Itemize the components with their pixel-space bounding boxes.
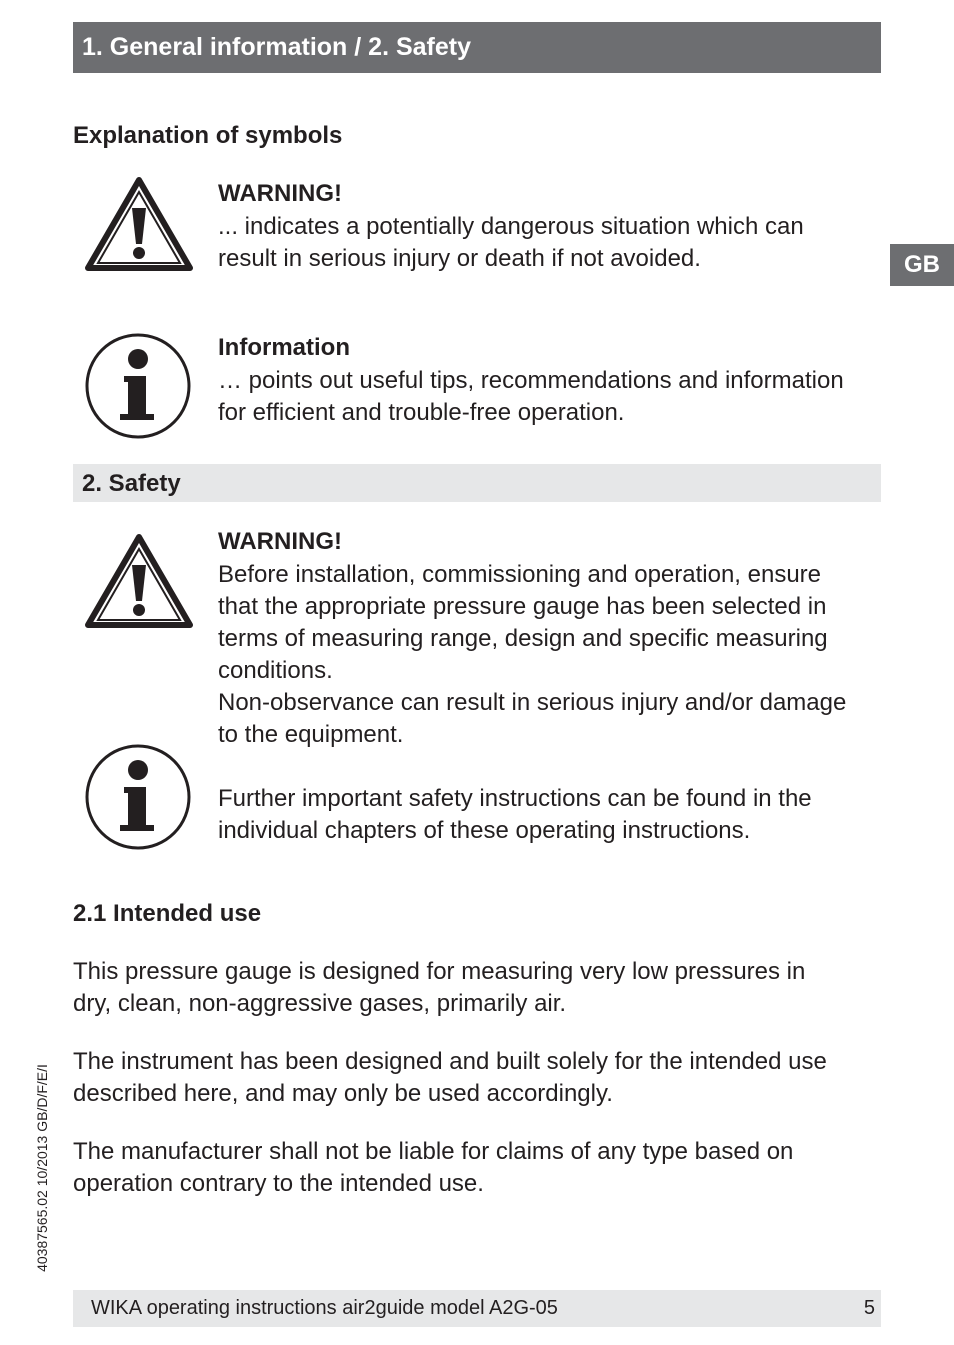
safety-info-text — [218, 783, 812, 847]
safety-warning-title: WARNING! — [218, 528, 342, 555]
text-line: that the appropriate pressure gauge has been selected in — [218, 593, 827, 620]
text-line: The manufacturer shall not be liable for claims of any type based on — [73, 1138, 794, 1165]
text-line: result in serious injury or death if not avoided. — [218, 245, 701, 272]
language-tab: GB — [890, 244, 954, 286]
safety-warning-text — [218, 559, 846, 751]
text-line: Further important safety instructions can be found in the — [218, 785, 812, 812]
intended-use-paragraph — [73, 1136, 793, 1200]
information-title: Information — [218, 334, 350, 361]
warning-title: WARNING! — [218, 180, 342, 207]
warning-triangle-icon — [84, 533, 194, 629]
text-line: ... indicates a potentially dangerous situation which can — [218, 213, 804, 240]
text-line: operation contrary to the intended use. — [73, 1170, 484, 1197]
information-icon — [84, 332, 192, 440]
text-line: Before installation, commissioning and operation, ensure — [218, 561, 822, 588]
symbols-heading: Explanation of symbols — [73, 122, 343, 149]
page-footer — [73, 1290, 881, 1327]
text-line: individual chapters of these operating instructions. — [218, 817, 751, 844]
information-icon — [84, 743, 192, 851]
text-line: to the equipment. — [218, 721, 404, 748]
page-title: 1. General information / 2. Safety — [82, 33, 472, 61]
text-line: dry, clean, non-aggressive gases, primarily air. — [73, 990, 567, 1017]
page-number: 5 — [863, 1297, 875, 1319]
text-line: The instrument has been designed and built solely for the intended use — [73, 1048, 827, 1075]
footer-text: WIKA operating instructions air2guide model A2G-05 — [91, 1297, 558, 1319]
warning-triangle-icon — [84, 176, 194, 272]
warning-description — [218, 211, 804, 275]
text-line: This pressure gauge is designed for measuring very low pressures in — [73, 958, 806, 985]
intended-use-paragraph — [73, 956, 805, 1020]
intended-use-heading: 2.1 Intended use — [73, 900, 262, 927]
information-description — [218, 365, 844, 429]
text-line: terms of measuring range, design and specific measuring — [218, 625, 828, 652]
safety-section-heading: 2. Safety — [73, 464, 881, 502]
text-line: for efficient and trouble-free operation. — [218, 399, 625, 426]
page-header — [73, 22, 881, 73]
document-code: 40387565.02 10/2013 GB/D/F/E/I — [34, 1064, 50, 1272]
text-line: … points out useful tips, recommendations and information — [218, 367, 844, 394]
text-line: described here, and may only be used accordingly. — [73, 1080, 613, 1107]
text-line: conditions. — [218, 657, 333, 684]
intended-use-paragraph — [73, 1046, 827, 1110]
text-line: Non-observance can result in serious injury and/or damage — [218, 689, 847, 716]
